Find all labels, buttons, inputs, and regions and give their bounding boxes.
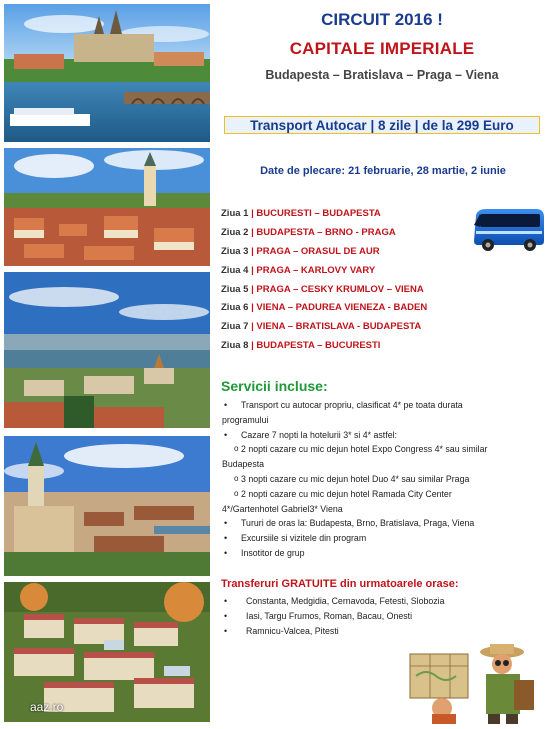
transfer-item: • Constanta, Medgidia, Cernavoda, Fetesti, Slobozia bbox=[222, 594, 542, 609]
day-label: Ziua 2 bbox=[221, 226, 249, 238]
service-text-cont: Budapesta bbox=[222, 459, 265, 470]
day-route: VIENA – PADUREA VIENEZA - BADEN bbox=[256, 302, 428, 314]
day-route: VIENA – BRATISLAVA - BUDAPESTA bbox=[256, 321, 422, 333]
day-label: Ziua 8 bbox=[221, 340, 249, 352]
service-text: Excursiile si vizitele din program bbox=[241, 533, 367, 544]
separator: | bbox=[248, 226, 257, 238]
day-route: BUCURESTI – BUDAPESTA bbox=[256, 208, 381, 219]
bus-icon bbox=[470, 205, 546, 253]
itinerary-item bbox=[221, 301, 427, 320]
service-text: 2 nopti cazare cu mic dejun hotel Ramada City Center bbox=[241, 488, 452, 499]
service-text-cont: programului bbox=[222, 414, 269, 425]
page-subtitle: CAPITALE IMPERIALE bbox=[289, 39, 475, 58]
day-label: Ziua 7 bbox=[221, 321, 249, 333]
service-subitem bbox=[222, 442, 544, 472]
separator: | bbox=[248, 302, 257, 314]
watermark: aaz.ro bbox=[30, 700, 64, 714]
separator: | bbox=[248, 245, 257, 257]
photo-bratislava bbox=[4, 436, 210, 576]
day-route: PRAGA – ORASUL DE AUR bbox=[256, 245, 380, 257]
services-list bbox=[222, 398, 544, 561]
day-route: BUDAPESTA – BUCURESTI bbox=[256, 340, 381, 352]
day-label: Ziua 6 bbox=[221, 302, 249, 314]
transfers-list bbox=[222, 594, 542, 638]
service-item bbox=[222, 428, 544, 443]
service-text: Transport cu autocar propriu, clasificat 4* pe toata durata bbox=[241, 400, 463, 410]
photo-budapest bbox=[4, 272, 210, 428]
transfer-item: • Ramnicu-Valcea, Pitesti bbox=[222, 624, 542, 639]
services-heading: Servicii incluse: bbox=[221, 378, 328, 394]
itinerary-item bbox=[221, 226, 427, 245]
transfers-heading: Transferuri GRATUITE din urmatoarele orase: bbox=[221, 578, 459, 590]
service-item bbox=[222, 546, 544, 561]
day-route: PRAGA – KARLOVY VARY bbox=[256, 264, 376, 276]
separator: | bbox=[248, 208, 257, 219]
service-text: Tururi de oras la: Budapesta, Brno, Bratislava, Praga, Viena bbox=[241, 518, 475, 529]
transport-banner: Transport Autocar | 8 zile | de la 299 Euro bbox=[224, 116, 540, 134]
service-item bbox=[222, 398, 544, 428]
day-label: Ziua 4 bbox=[221, 264, 249, 276]
separator: | bbox=[248, 264, 257, 276]
itinerary-item bbox=[221, 245, 427, 264]
service-text: 2 nopti cazare cu mic dejun hotel Expo Congress 4* sau similar bbox=[241, 444, 488, 455]
transfer-item: • Iasi, Targu Frumos, Roman, Bacau, Onesti bbox=[222, 609, 542, 624]
itinerary-item bbox=[221, 264, 427, 283]
service-subitem bbox=[222, 487, 544, 517]
day-route: PRAGA – CESKY KRUMLOV – VIENA bbox=[256, 283, 424, 295]
day-label: Ziua 1 bbox=[221, 208, 249, 219]
page-title: CIRCUIT 2016 ! bbox=[321, 10, 443, 29]
service-item bbox=[222, 516, 544, 531]
photo-prague-castle bbox=[4, 4, 210, 142]
itinerary-item bbox=[221, 339, 427, 358]
service-text: 3 nopti cazare cu mic dejun hotel Duo 4* sau similar Praga bbox=[241, 473, 470, 484]
day-label: Ziua 3 bbox=[221, 245, 249, 257]
service-text: Cazare 7 nopti la hotelurii 3* si 4* astfel: bbox=[241, 429, 397, 440]
itinerary-list bbox=[221, 207, 427, 358]
service-item bbox=[222, 531, 544, 546]
itinerary-item bbox=[221, 283, 427, 302]
departure-dates: Date de plecare: 21 februarie, 28 martie, 2 iunie bbox=[260, 165, 506, 177]
travelers-illustration bbox=[404, 636, 544, 724]
service-subitem bbox=[222, 472, 544, 487]
route-cities: Budapesta – Bratislava – Praga – Viena bbox=[265, 68, 499, 82]
itinerary-item bbox=[221, 320, 427, 339]
separator: | bbox=[248, 283, 257, 295]
day-route: BUDAPESTA – BRNO - PRAGA bbox=[256, 226, 396, 238]
separator: | bbox=[248, 340, 257, 352]
photo-cesky-krumlov bbox=[4, 148, 210, 266]
service-text-cont: 4*/Gartenhotel Gabriel3* Viena bbox=[222, 503, 343, 514]
service-text: Insotitor de grup bbox=[241, 547, 305, 558]
itinerary-item bbox=[221, 207, 427, 226]
separator: | bbox=[248, 321, 257, 333]
day-label: Ziua 5 bbox=[221, 283, 249, 295]
